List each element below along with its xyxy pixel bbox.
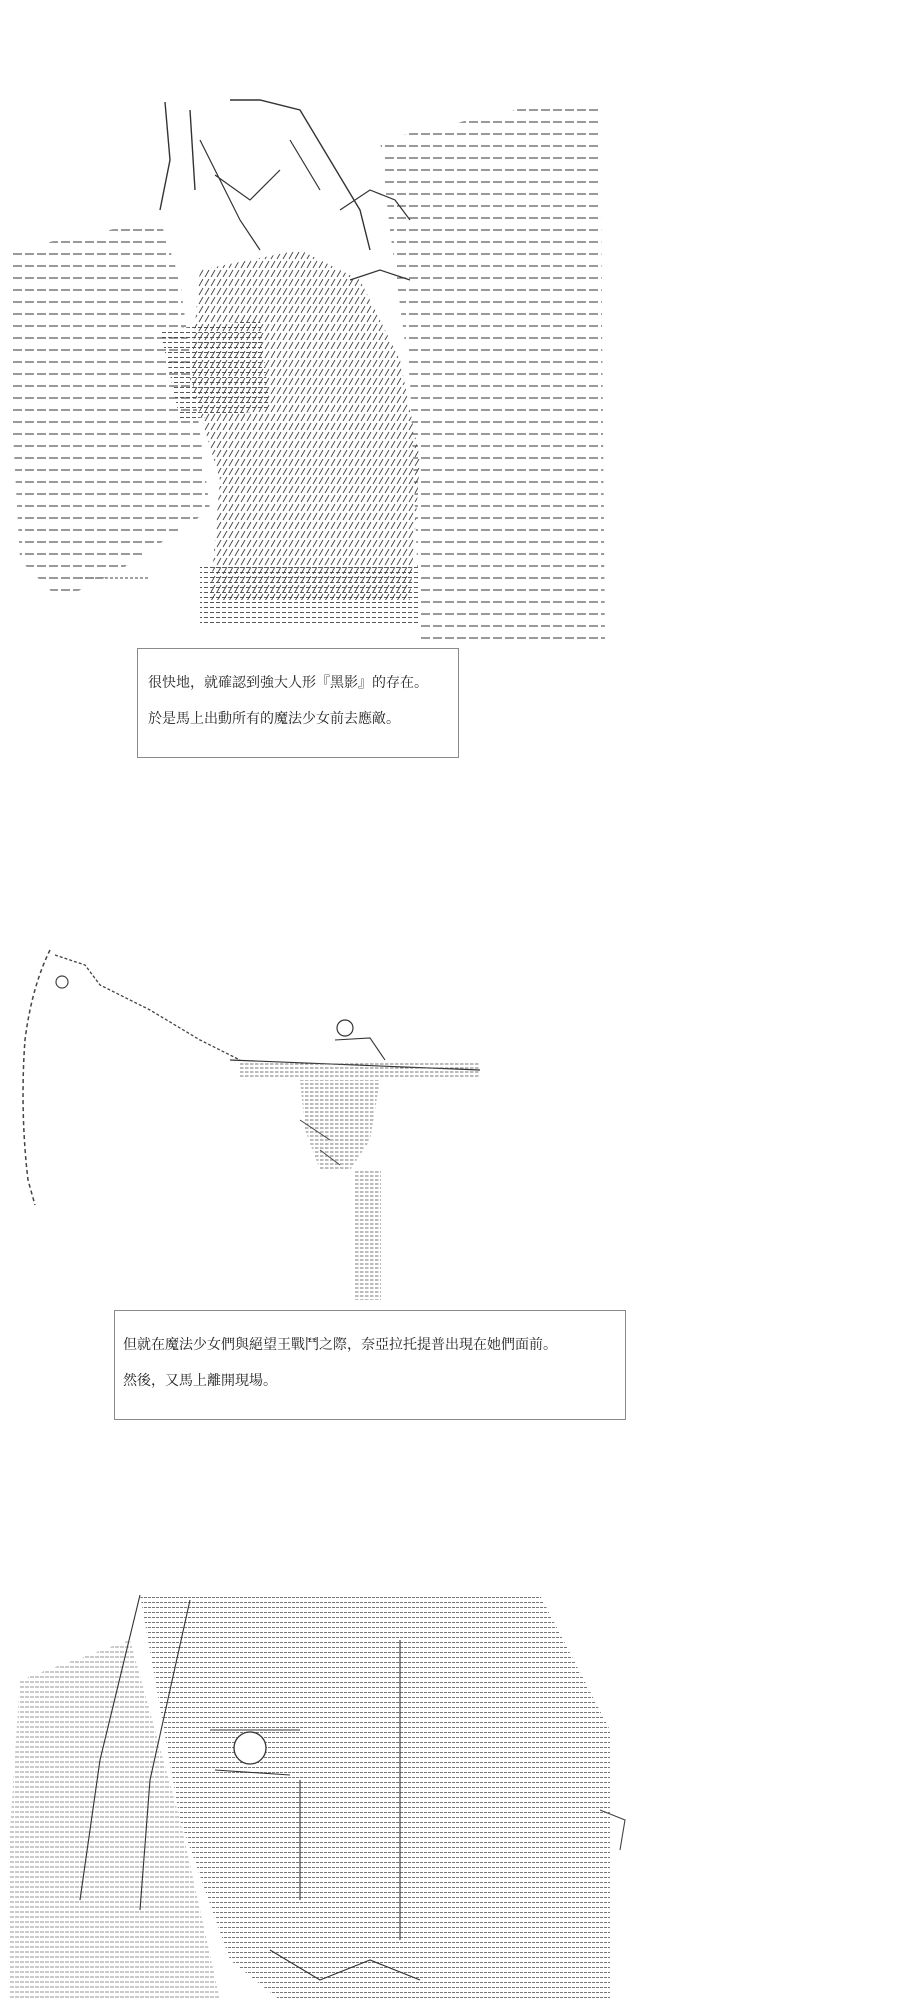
caption-box-2 bbox=[114, 1310, 626, 1420]
ascii-art-drawing-3 bbox=[0, 1580, 660, 2000]
scythe-blade bbox=[23, 950, 50, 1205]
caption-box-1 bbox=[137, 648, 459, 758]
caption-2-line-2: 然後，又馬上離開現場。 bbox=[123, 1373, 277, 1389]
caption-2-line-1: 但就在魔法少女們與絕望王戰鬥之際，奈亞拉托提普出現在她們面前。 bbox=[123, 1337, 557, 1353]
hair-mass bbox=[140, 1595, 610, 2000]
figure-base bbox=[200, 565, 420, 625]
caption-1-line-1: 很快地，就確認到強大人形『黑影』的存在。 bbox=[148, 675, 428, 691]
ascii-art-drawing-2 bbox=[0, 930, 520, 1310]
arm-shading bbox=[240, 1062, 480, 1078]
figure-head bbox=[337, 1020, 353, 1036]
figure-body bbox=[190, 250, 420, 600]
eye bbox=[234, 1732, 266, 1764]
ascii-art-drawing-1 bbox=[0, 80, 640, 650]
background-hatching bbox=[380, 100, 605, 640]
ascii-art-panel-1 bbox=[0, 80, 640, 650]
figure-detail bbox=[200, 140, 320, 250]
figure-outline bbox=[160, 100, 370, 250]
figure-pole bbox=[355, 1170, 381, 1300]
ascii-art-panel-2 bbox=[0, 930, 520, 1310]
caption-1-line-2: 於是馬上出動所有的魔法少女前去應敵。 bbox=[148, 711, 400, 727]
ascii-art-panel-3 bbox=[0, 1580, 660, 2000]
figure-body bbox=[300, 1080, 380, 1170]
